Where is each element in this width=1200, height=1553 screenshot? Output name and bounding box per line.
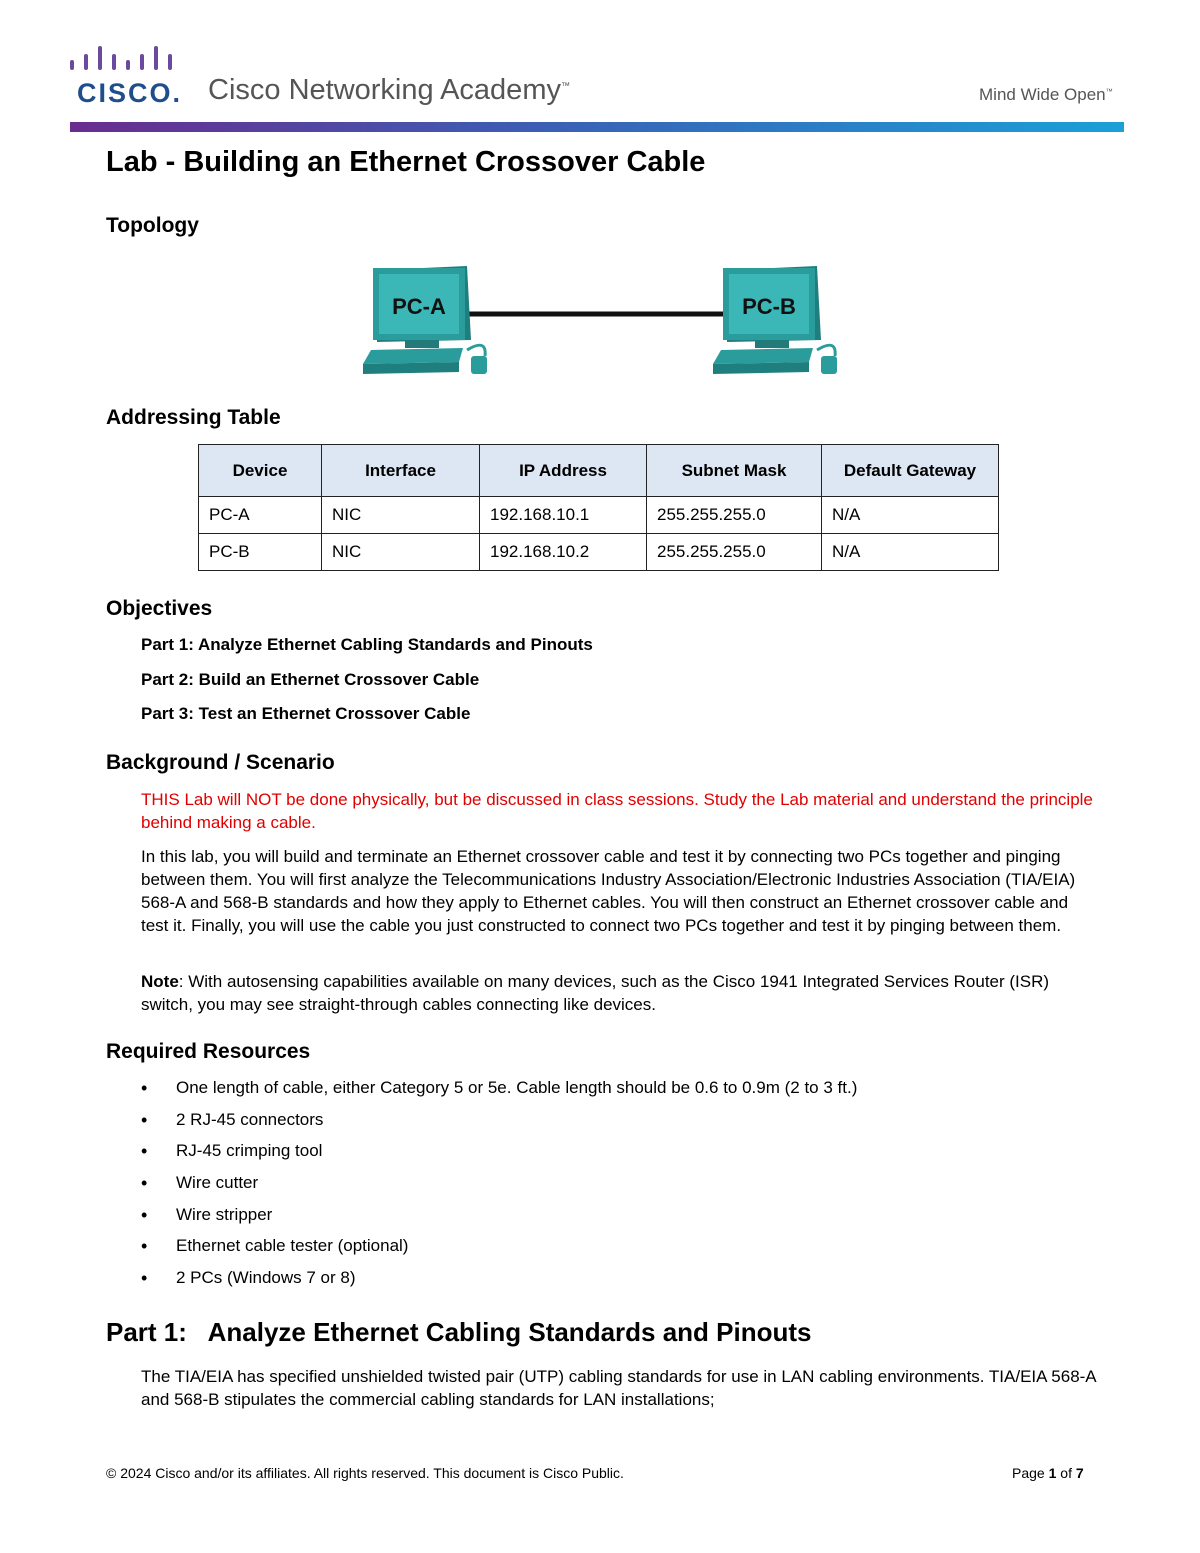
objective-item: Part 2: Build an Ethernet Crossover Cable [141,670,480,689]
list-item: • Wire cutter [141,1171,857,1203]
table-cell: N/A [822,497,999,534]
table-row [199,534,999,571]
pc-b-icon [713,266,837,374]
background-heading: Background / Scenario [106,751,335,774]
table-cell: 192.168.10.1 [480,497,647,534]
objective-item: Part 1: Analyze Ethernet Cabling Standards and Pinouts [141,635,593,654]
background-paragraph: In this lab, you will build and terminate an Ethernet crossover cable and test it by connecting two PCs together and pinging between them. You will first analyze the Telecommunications Industry Association/Electronic Industries Association (TIA/EIA) 568-A and 568-B standards and how they apply to Ethernet cables. You will then construct an Ethernet crossover cable and test it. Finally, you will use the cable you just constructed to connect two PCs together and test it by pinging between them. [141,847,1076,935]
page-title: Lab - Building an Ethernet Crossover Cable [106,146,706,178]
resources-heading: Required Resources [106,1040,311,1063]
cisco-bars-logo [70,44,180,76]
list-item: • 2 RJ-45 connectors [141,1108,857,1140]
footer-copyright: © 2024 Cisco and/or its affiliates. All rights reserved. This document is Cisco Public. [106,1465,624,1481]
table-cell: NIC [322,497,480,534]
pc-a-label: PC-A [392,294,446,319]
cisco-logo-text: CISCO. [77,78,183,108]
list-item: • Ethernet cable tester (optional) [141,1234,857,1266]
column-header: Interface [322,445,480,497]
topology-diagram [355,258,855,383]
column-header: Subnet Mask [647,445,822,497]
list-item: • Wire stripper [141,1203,857,1235]
column-header: Device [199,445,322,497]
background-note: Note: With autosensing capabilities available on many devices, such as the Cisco 1941 Integrated Services Router (ISR) switch, you may see straight-through cables connecting like devices. [141,972,1050,1014]
pc-a-icon [363,266,487,374]
academy-title: Cisco Networking Academy™ [208,74,570,106]
column-header: Default Gateway [822,445,999,497]
footer-page-number: Page 1 of 7 [1012,1465,1084,1481]
column-header: IP Address [480,445,647,497]
background-notice: THIS Lab will NOT be done physically, but be discussed in class sessions. Study the Lab material and understand the principle behind making a cable. [141,790,1093,832]
list-item: • One length of cable, either Category 5 or 5e. Cable length should be 0.6 to 0.9m (2 to 3 ft.) [141,1076,857,1108]
part1-paragraph: The TIA/EIA has specified unshielded twisted pair (UTP) cabling standards for use in LAN cabling environments. TIA/EIA 568-A and 568-B stipulates the commercial cabling standards for LAN installations; [141,1367,1096,1409]
list-item: • RJ-45 crimping tool [141,1139,857,1171]
table-cell: PC-A [199,497,322,534]
resources-list [141,1076,857,1298]
table-cell: 255.255.255.0 [647,497,822,534]
list-item: • 2 PCs (Windows 7 or 8) [141,1266,857,1298]
header-color-band [70,122,1124,132]
table-cell: NIC [322,534,480,571]
table-cell: 192.168.10.2 [480,534,647,571]
table-row [199,497,999,534]
objective-item: Part 3: Test an Ethernet Crossover Cable [141,704,471,723]
pc-b-label: PC-B [742,294,796,319]
part1-heading: Part 1: Analyze Ethernet Cabling Standards and Pinouts [106,1317,812,1347]
topology-heading: Topology [106,214,199,237]
addressing-table [198,444,999,571]
table-cell: 255.255.255.0 [647,534,822,571]
addressing-table-heading: Addressing Table [106,406,281,429]
table-header-row [199,445,999,497]
table-cell: N/A [822,534,999,571]
objectives-heading: Objectives [106,597,213,620]
table-cell: PC-B [199,534,322,571]
tagline: Mind Wide Open™ [979,85,1113,104]
